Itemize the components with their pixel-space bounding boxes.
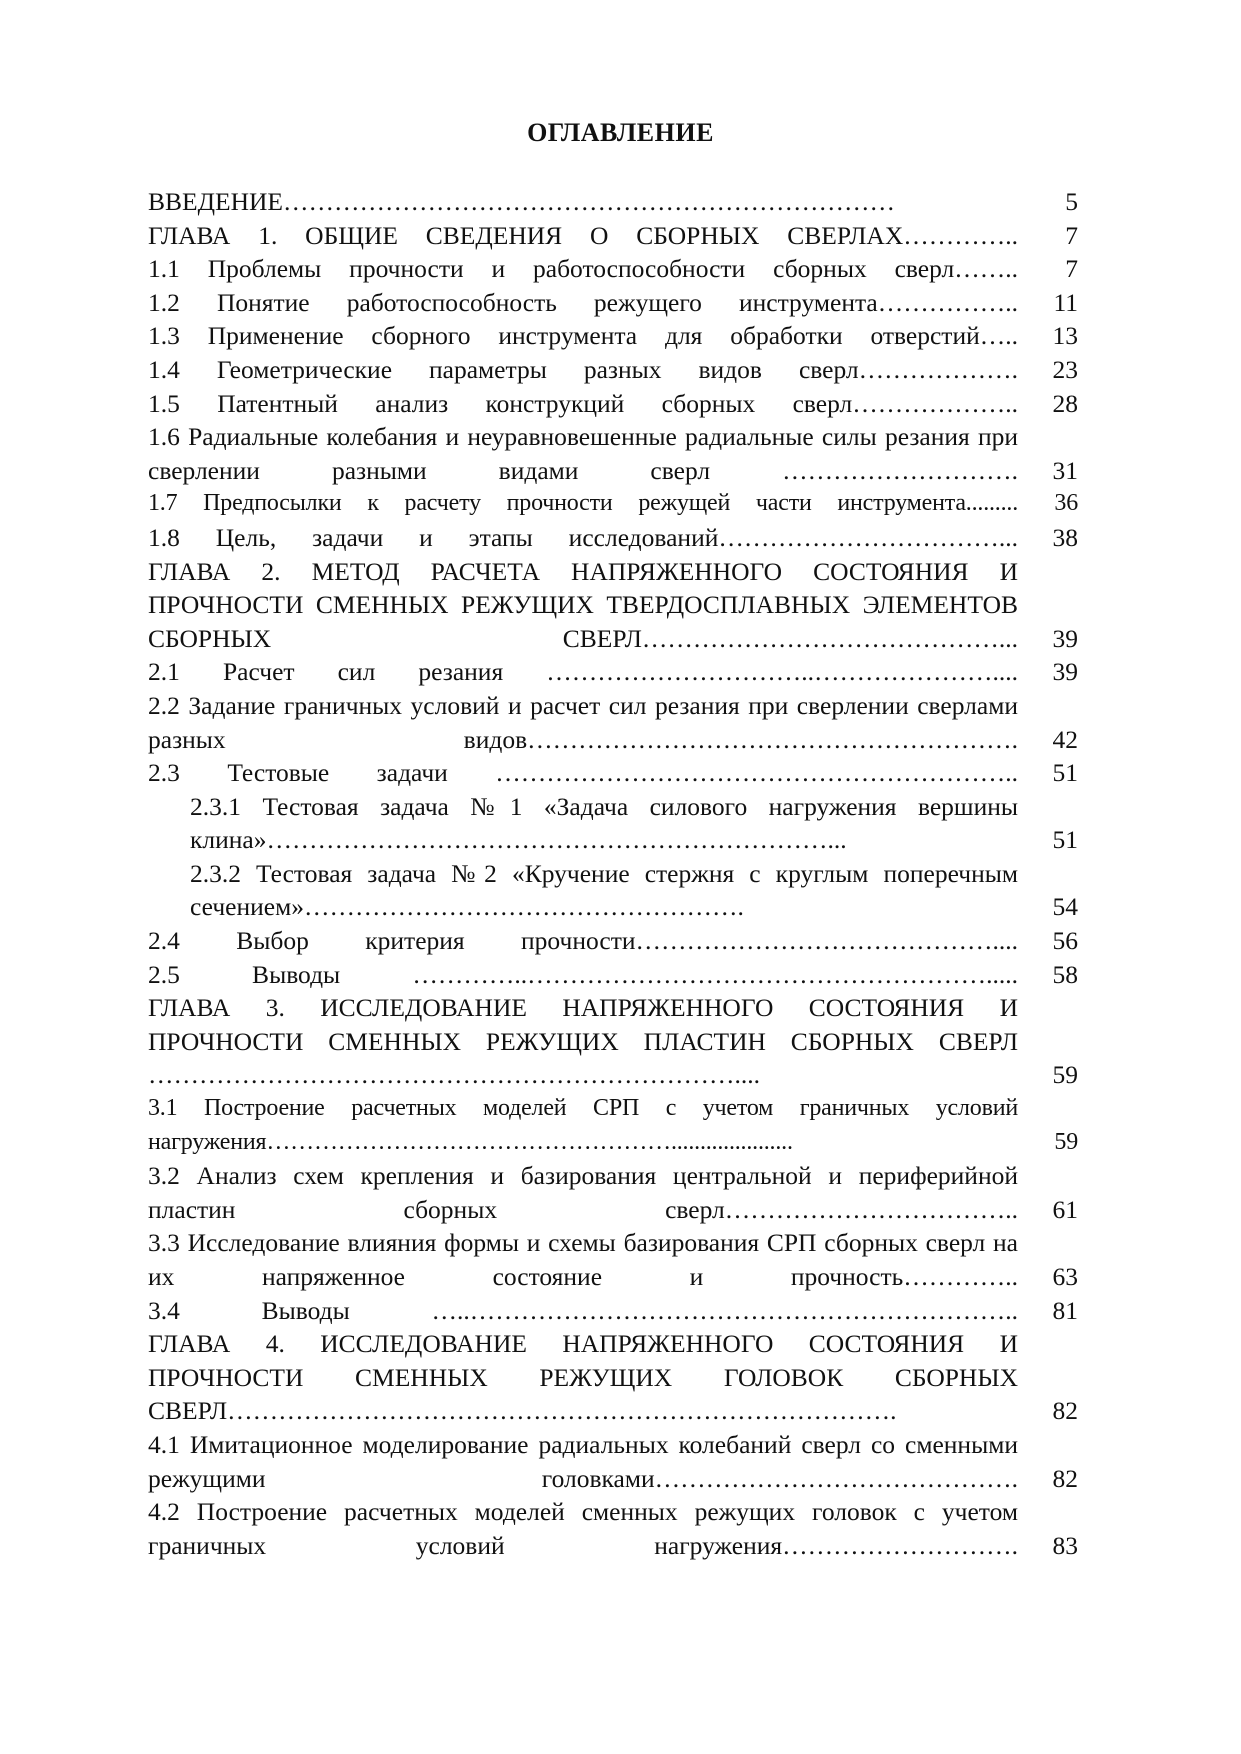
toc-page-number: 31 — [1052, 455, 1078, 485]
toc-page-number: 5 — [1065, 187, 1078, 216]
toc-entry — [148, 555, 1078, 656]
toc-entry-text: 4.1 Имитационное моделирование радиальных колебаний сверл со сменными режущими головками……………………………………. — [148, 1429, 1018, 1493]
toc-entry-text: 2.4 Выбор критерия прочности…………………………………….... — [148, 926, 1018, 956]
toc-entry — [148, 924, 1078, 958]
toc-page-number: 63 — [1052, 1262, 1078, 1291]
toc-entry-text: 2.2 Задание граничных условий и расчет сил резания при сверлении сверлами разных видов…………………………………………………. — [148, 690, 1018, 754]
toc-entry — [148, 1159, 1078, 1226]
toc-page-number: 39 — [1052, 623, 1078, 653]
toc-entry — [148, 219, 1078, 253]
toc-entry — [148, 353, 1078, 387]
toc-page-number: 28 — [1052, 388, 1078, 418]
toc-entry-text: 3.2 Анализ схем крепления и базирования центральной и периферийной пластин сборных сверл…………………………….. — [148, 1161, 1018, 1224]
toc-entry-text: 1.8 Цель, задачи и этапы исследований……………………………... — [148, 522, 1018, 552]
toc-entry — [148, 185, 1078, 219]
toc-entry-text: 1.1 Проблемы прочности и работоспособности сборных сверл…….. — [148, 254, 1018, 284]
toc-page-number: 7 — [1065, 220, 1078, 250]
toc-entry-text: ГЛАВА 1. ОБЩИЕ СВЕДЕНИЯ О СБОРНЫХ СВЕРЛАХ………….. — [148, 220, 1018, 250]
toc-page-number: 83 — [1052, 1530, 1078, 1560]
toc-entry — [148, 1495, 1078, 1562]
toc-entry-text: 1.4 Геометрические параметры разных видов сверл………………. — [148, 354, 1018, 384]
toc-page-number: 56 — [1052, 926, 1078, 956]
toc-page-number: 38 — [1052, 522, 1078, 552]
toc-entry-text: 3.1 Построение расчетных моделей СРП с учетом граничных условий нагружения……………………………………………..................... — [148, 1095, 1018, 1155]
toc-entry — [148, 252, 1078, 286]
toc-entry-text: 2.3 Тестовые задачи …………………………………………………….. — [148, 758, 1018, 788]
toc-page-number: 81 — [1052, 1295, 1078, 1325]
toc-entry — [148, 991, 1078, 1092]
toc-entry — [148, 387, 1078, 421]
toc-entry — [148, 790, 1078, 857]
toc-entry — [148, 420, 1078, 487]
toc-page-number: 51 — [1052, 758, 1078, 788]
toc-page-number: 51 — [1052, 825, 1078, 855]
toc-entry-text: 4.2 Построение расчетных моделей сменных режущих головок с учетом граничных условий нагружения………………………. — [148, 1497, 1018, 1560]
toc-entry-text: 2.5 Выводы …………..………………………………………………..... — [148, 959, 1018, 989]
toc-entry-text: 1.3 Применение сборного инструмента для обработки отверстий….. — [148, 321, 1018, 351]
toc-page-number: 36 — [1054, 490, 1078, 517]
toc-page-number: 61 — [1052, 1194, 1078, 1224]
toc-page-number: 59 — [1052, 1060, 1078, 1090]
toc-entry — [148, 1092, 1078, 1159]
toc-page-number: 42 — [1052, 724, 1078, 754]
table-of-contents — [148, 185, 1078, 1562]
toc-entry — [148, 1327, 1078, 1428]
toc-entry-text: ГЛАВА 3. ИССЛЕДОВАНИЕ НАПРЯЖЕННОГО СОСТОЯНИЯ И ПРОЧНОСТИ СМЕННЫХ РЕЖУЩИХ ПЛАСТИН СБОРНЫХ СВЕРЛ …………………………………………………………….... — [148, 993, 1018, 1090]
toc-entry — [148, 689, 1078, 756]
toc-entry — [148, 319, 1078, 353]
toc-entry-text: 2.1 Расчет сил резания …………………………..………………….... — [148, 657, 1018, 687]
toc-entry-text: 1.7 Предпосылки к расчету прочности режущей части инструмента......... — [148, 490, 1018, 517]
toc-entry — [148, 487, 1078, 521]
toc-entry — [148, 1294, 1078, 1328]
toc-entry — [148, 857, 1078, 924]
page-title: ОГЛАВЛЕНИЕ — [527, 118, 714, 147]
toc-entry-text: 1.6 Радиальные колебания и неуравновешенные радиальные силы резания при сверлении разными видами сверл ………………………. — [148, 422, 1018, 485]
toc-page-number: 39 — [1052, 657, 1078, 687]
toc-page-number: 82 — [1052, 1463, 1078, 1493]
toc-page-number: 13 — [1052, 321, 1078, 351]
toc-entry-text: ГЛАВА 2. МЕТОД РАСЧЕТА НАПРЯЖЕННОГО СОСТОЯНИЯ И ПРОЧНОСТИ СМЕННЫХ РЕЖУЩИХ ТВЕРДОСПЛАВНЫХ ЭЛЕМЕНТОВ СБОРНЫХ СВЕРЛ……………………………………... — [148, 556, 1018, 653]
toc-entry-text: ВВЕДЕНИЕ……………………………………………………………… — [148, 187, 895, 216]
toc-page-number: 23 — [1052, 354, 1078, 384]
toc-page-number: 54 — [1052, 892, 1078, 922]
toc-entry-text: 1.2 Понятие работоспособность режущего инструмента…………….. — [148, 287, 1018, 317]
toc-entry — [148, 1226, 1078, 1293]
toc-page-number: 11 — [1053, 287, 1078, 317]
toc-page-number: 59 — [1054, 1128, 1078, 1155]
toc-entry — [148, 1428, 1078, 1495]
toc-entry-text: 1.5 Патентный анализ конструкций сборных сверл……………….. — [148, 388, 1018, 418]
toc-entry — [148, 756, 1078, 790]
toc-page-number: 7 — [1065, 254, 1078, 284]
toc-page-number: 82 — [1052, 1396, 1078, 1426]
toc-entry-text: ГЛАВА 4. ИССЛЕДОВАНИЕ НАПРЯЖЕННОГО СОСТОЯНИЯ И ПРОЧНОСТИ СМЕННЫХ РЕЖУЩИХ ГОЛОВОК СБОРНЫХ СВЕРЛ……………………………………………………………………. — [148, 1329, 1018, 1426]
toc-entry-text: 3.4 Выводы …..……………………………………………………….. — [148, 1295, 1018, 1325]
toc-entry-text: 2.3.2 Тестовая задача №2 «Кручение стержня с круглым поперечным сечением»……………………………………………. — [190, 858, 1018, 922]
toc-entry-text: 2.3.1 Тестовая задача №1 «Задача силового нагружения вершины клина»…………………………………………………………... — [190, 791, 1018, 855]
toc-entry — [148, 286, 1078, 320]
toc-entry — [148, 521, 1078, 555]
toc-entry — [148, 655, 1078, 689]
toc-entry — [148, 958, 1078, 992]
toc-page-number: 58 — [1052, 959, 1078, 989]
toc-entry-text: 3.3 Исследование влияния формы и схемы базирования СРП сборных сверл на их напряженное состояние и прочность………….. — [148, 1228, 1018, 1291]
